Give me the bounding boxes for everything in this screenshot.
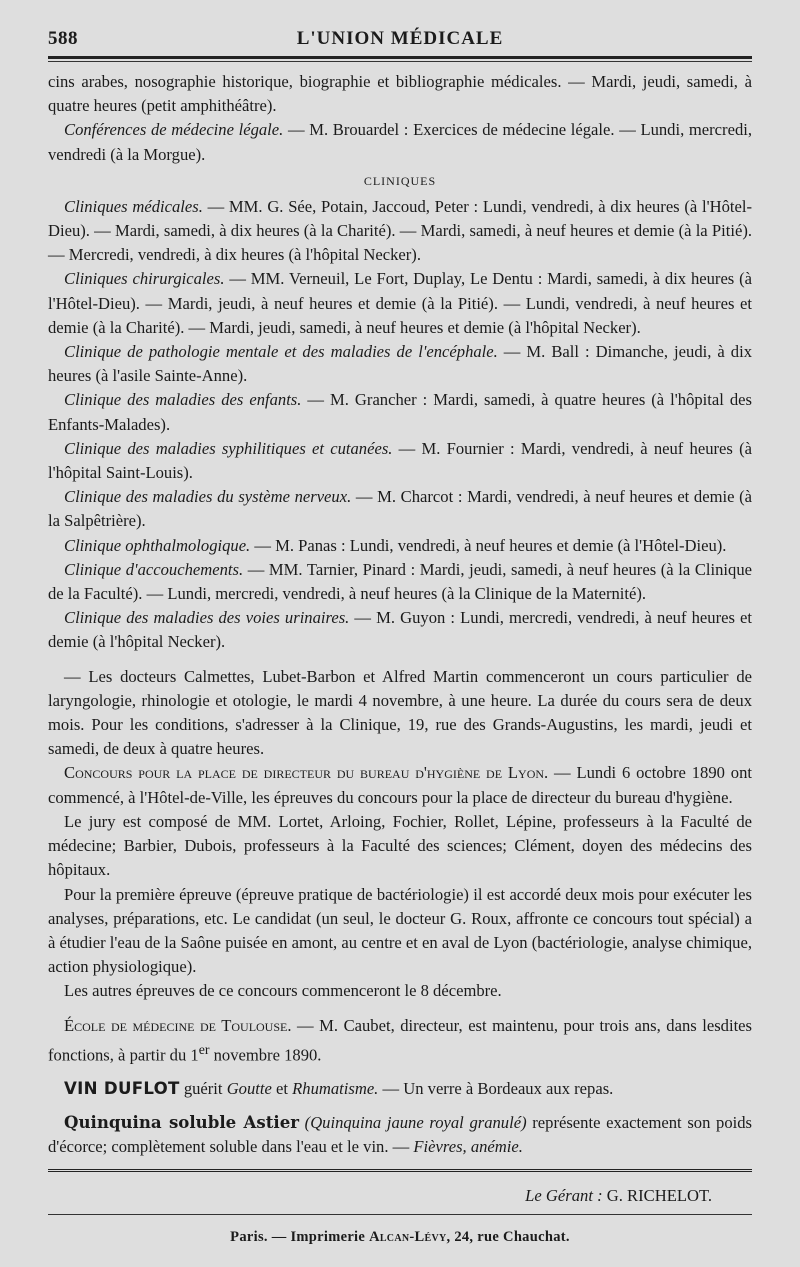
ad-quinquina-paren: (Quinquina jaune royal granulé) [299, 1112, 527, 1132]
paragraph-text: — M. Brouardel : Exercices de médecine légale. — Lundi, mercredi, vendredi (à la Morgue). [48, 120, 752, 164]
gerant-signature [48, 1186, 712, 1206]
imprint-address: , 24, rue Chauchat. [446, 1229, 570, 1246]
clinique-title: Clinique des maladies du système nerveux. [64, 487, 352, 507]
ad-vin-duflot [48, 1077, 752, 1101]
clinique-entry [48, 195, 752, 268]
clinique-title: Clinique des maladies des enfants. [64, 390, 302, 410]
ad-vin-goutte: Goutte [226, 1079, 272, 1099]
ad-vin-rhumatisme: Rhumatisme. [292, 1079, 379, 1099]
clinique-text: — M. Ball : Dimanche, jeudi, à dix heures (à l'asile Sainte-Anne). [48, 342, 752, 386]
concours-other-trials: Les autres épreuves de ce concours commenceront le 8 décembre. [64, 981, 502, 1001]
clinique-title: Clinique ophthalmologique. [64, 535, 251, 555]
concours-text: — Lundi 6 octobre 1890 ont commencé, à l'Hôtel-de-Ville, les épreuves du concours pour la place de directeur du bureau d'hygiène. [48, 763, 752, 807]
imprint-city: Paris. — Imprimerie [230, 1229, 370, 1246]
clinique-title: Clinique des maladies des voies urinaires. [64, 608, 350, 628]
ecole-text-end: novembre 1890. [209, 1045, 322, 1065]
clinique-entry [48, 606, 752, 654]
concours-jury: Le jury est composé de MM. Lortet, Arloing, Fochier, Rollet, Lépine, professeurs à la Faculté de médecine; Barbier, Dubois, professeurs à la Faculté des sciences; Clément, doyen des médecins des hôpitaux. [48, 811, 752, 880]
clinique-entry [48, 485, 752, 533]
signature-name: G. RICHELOT. [606, 1186, 712, 1206]
ad-quinquina-tail: Fièvres, anémie. [413, 1136, 523, 1156]
clinique-text: — M. Charcot : Mardi, vendredi, à neuf heures et demie (à la Salpêtrière). [48, 487, 753, 531]
paragraph-conferences [48, 118, 752, 166]
clinique-text: — M. Guyon : Lundi, mercredi, vendredi, à neuf heures et demie (à l'hôpital Necker). [48, 608, 752, 652]
ad-vin-name: VIN DUFLOT [64, 1079, 180, 1099]
concours-first-trial: Pour la première épreuve (épreuve pratique de bactériologie) il est accordé deux mois pour exécuter les analyses, préparations, etc. Le candidat (un seul, le docteur G. Roux, affronte ce concours tout spécial) a à étudier l'eau de la Saône puisée en amont, au centre et en aval de Lyon (bactériologie, analyse chimique, action physiologique). [48, 884, 752, 977]
paragraph-continued: cins arabes, nosographie historique, biographie et bibliographie médicales. — Mardi, jeudi, samedi, à quatre heures (petit amphithéâtre). [48, 72, 752, 116]
ecole-toulouse [48, 1014, 752, 1068]
announcement-laryngology-course: — Les docteurs Calmettes, Lubet-Barbon et Alfred Martin commenceront un cours particulier de laryngologie, rhinologie et otologie, le mardi 4 novembre, à une heure. La durée du cours sera de deux mois. Pour les conditions, s'adresser à la Clinique, 19, rue des Grands-Augustins, les mardi, jeudi et samedi, de deux à quatre heures. [48, 666, 752, 759]
ad-quinquina [48, 1110, 752, 1159]
clinique-entry [48, 437, 752, 485]
article-body [48, 70, 752, 1067]
clinique-text: — M. Grancher : Mardi, samedi, à quatre heures (à l'hôpital des Enfants-Malades). [48, 390, 752, 434]
clinique-title: Clinique d'accouchements. [64, 559, 244, 579]
clinique-entry [48, 340, 752, 388]
signature-label: Le Gérant : [525, 1186, 603, 1206]
clinique-title: Cliniques chirurgicales. [64, 269, 225, 289]
footer-rule [48, 1214, 752, 1215]
ecole-title: École de médecine de Toulouse. [64, 1015, 292, 1035]
header-rule [48, 56, 752, 59]
clinique-entry [48, 388, 752, 436]
header-rule-thin [48, 61, 752, 62]
page-number: 588 [48, 28, 78, 49]
concours-title: Concours pour la place de directeur du bureau d'hygiène de Lyon. [64, 763, 549, 783]
concours-lyon [48, 761, 752, 809]
ecole-text: — M. Caubet, directeur, est maintenu, pour trois ans, dans lesdites fonctions, à partir du 1 [48, 1015, 753, 1065]
ad-quinquina-name: Quinquina soluble Astier [64, 1111, 299, 1132]
clinique-text: — M. Fournier : Mardi, vendredi, à neuf heures (à l'hôpital Saint-Louis). [48, 438, 752, 483]
paragraph-title: Conférences de médecine légale. [64, 120, 284, 140]
clinique-text: — M. Panas : Lundi, vendredi, à neuf heures et demie (à l'Hôtel-Dieu). [250, 535, 727, 555]
ad-vin-text-2: et [271, 1079, 293, 1099]
printer-imprint [48, 1229, 752, 1246]
ad-vin-text-3: — Un verre à Bordeaux aux repas. [378, 1079, 614, 1099]
clinique-entry [48, 267, 752, 340]
ad-quinquina-text: représente exactement son poids d'écorce; complètement soluble dans l'eau et le vin. — [48, 1112, 753, 1156]
clinique-title: Cliniques médicales. [64, 196, 203, 216]
clinique-text: — MM. Tarnier, Pinard : Mardi, jeudi, samedi, à neuf heures (à la Clinique de la Faculté). — Lundi, mercredi, vendredi, à neuf heures (à la Clinique de la Maternité). [48, 559, 752, 604]
section-heading-cliniques: CLINIQUES [363, 173, 437, 188]
ad-vin-text: guérit [179, 1079, 227, 1099]
clinique-entry [48, 558, 752, 606]
clinique-entry [48, 534, 752, 558]
ecole-sup: er [198, 1041, 210, 1057]
imprint-printer: Alcan-Lévy [369, 1229, 447, 1246]
closing-rule [48, 1169, 752, 1172]
clinique-title: Clinique des maladies syphilitiques et cutanées. [64, 438, 393, 458]
page-header [48, 28, 752, 50]
clinique-text: — MM. G. Sée, Potain, Jaccoud, Peter : Lundi, vendredi, à dix heures (à l'Hôtel-Dieu). — Mardi, samedi, à dix heures (à la Charité). — Mardi, samedi, à neuf heures et demie (à la Pitié). — Mercredi, vendredi, à dix heures (à l'hôpital Necker). [48, 196, 752, 265]
clinique-text: — MM. Verneuil, Le Fort, Duplay, Le Dentu : Mardi, samedi, à dix heures (à l'Hôtel-Dieu). — Mardi, jeudi, à neuf heures et demie (à la Pitié). — Lundi, vendredi, à neuf heures et demie (à la Charité). — Mardi, jeudi, samedi, à neuf heures et demie (à l'hôpital Necker). [48, 269, 752, 337]
advertisements [48, 1077, 752, 1159]
clinique-title: Clinique de pathologie mentale et des maladies de l'encéphale. [64, 342, 498, 362]
running-title: L'UNION MÉDICALE [296, 28, 504, 49]
